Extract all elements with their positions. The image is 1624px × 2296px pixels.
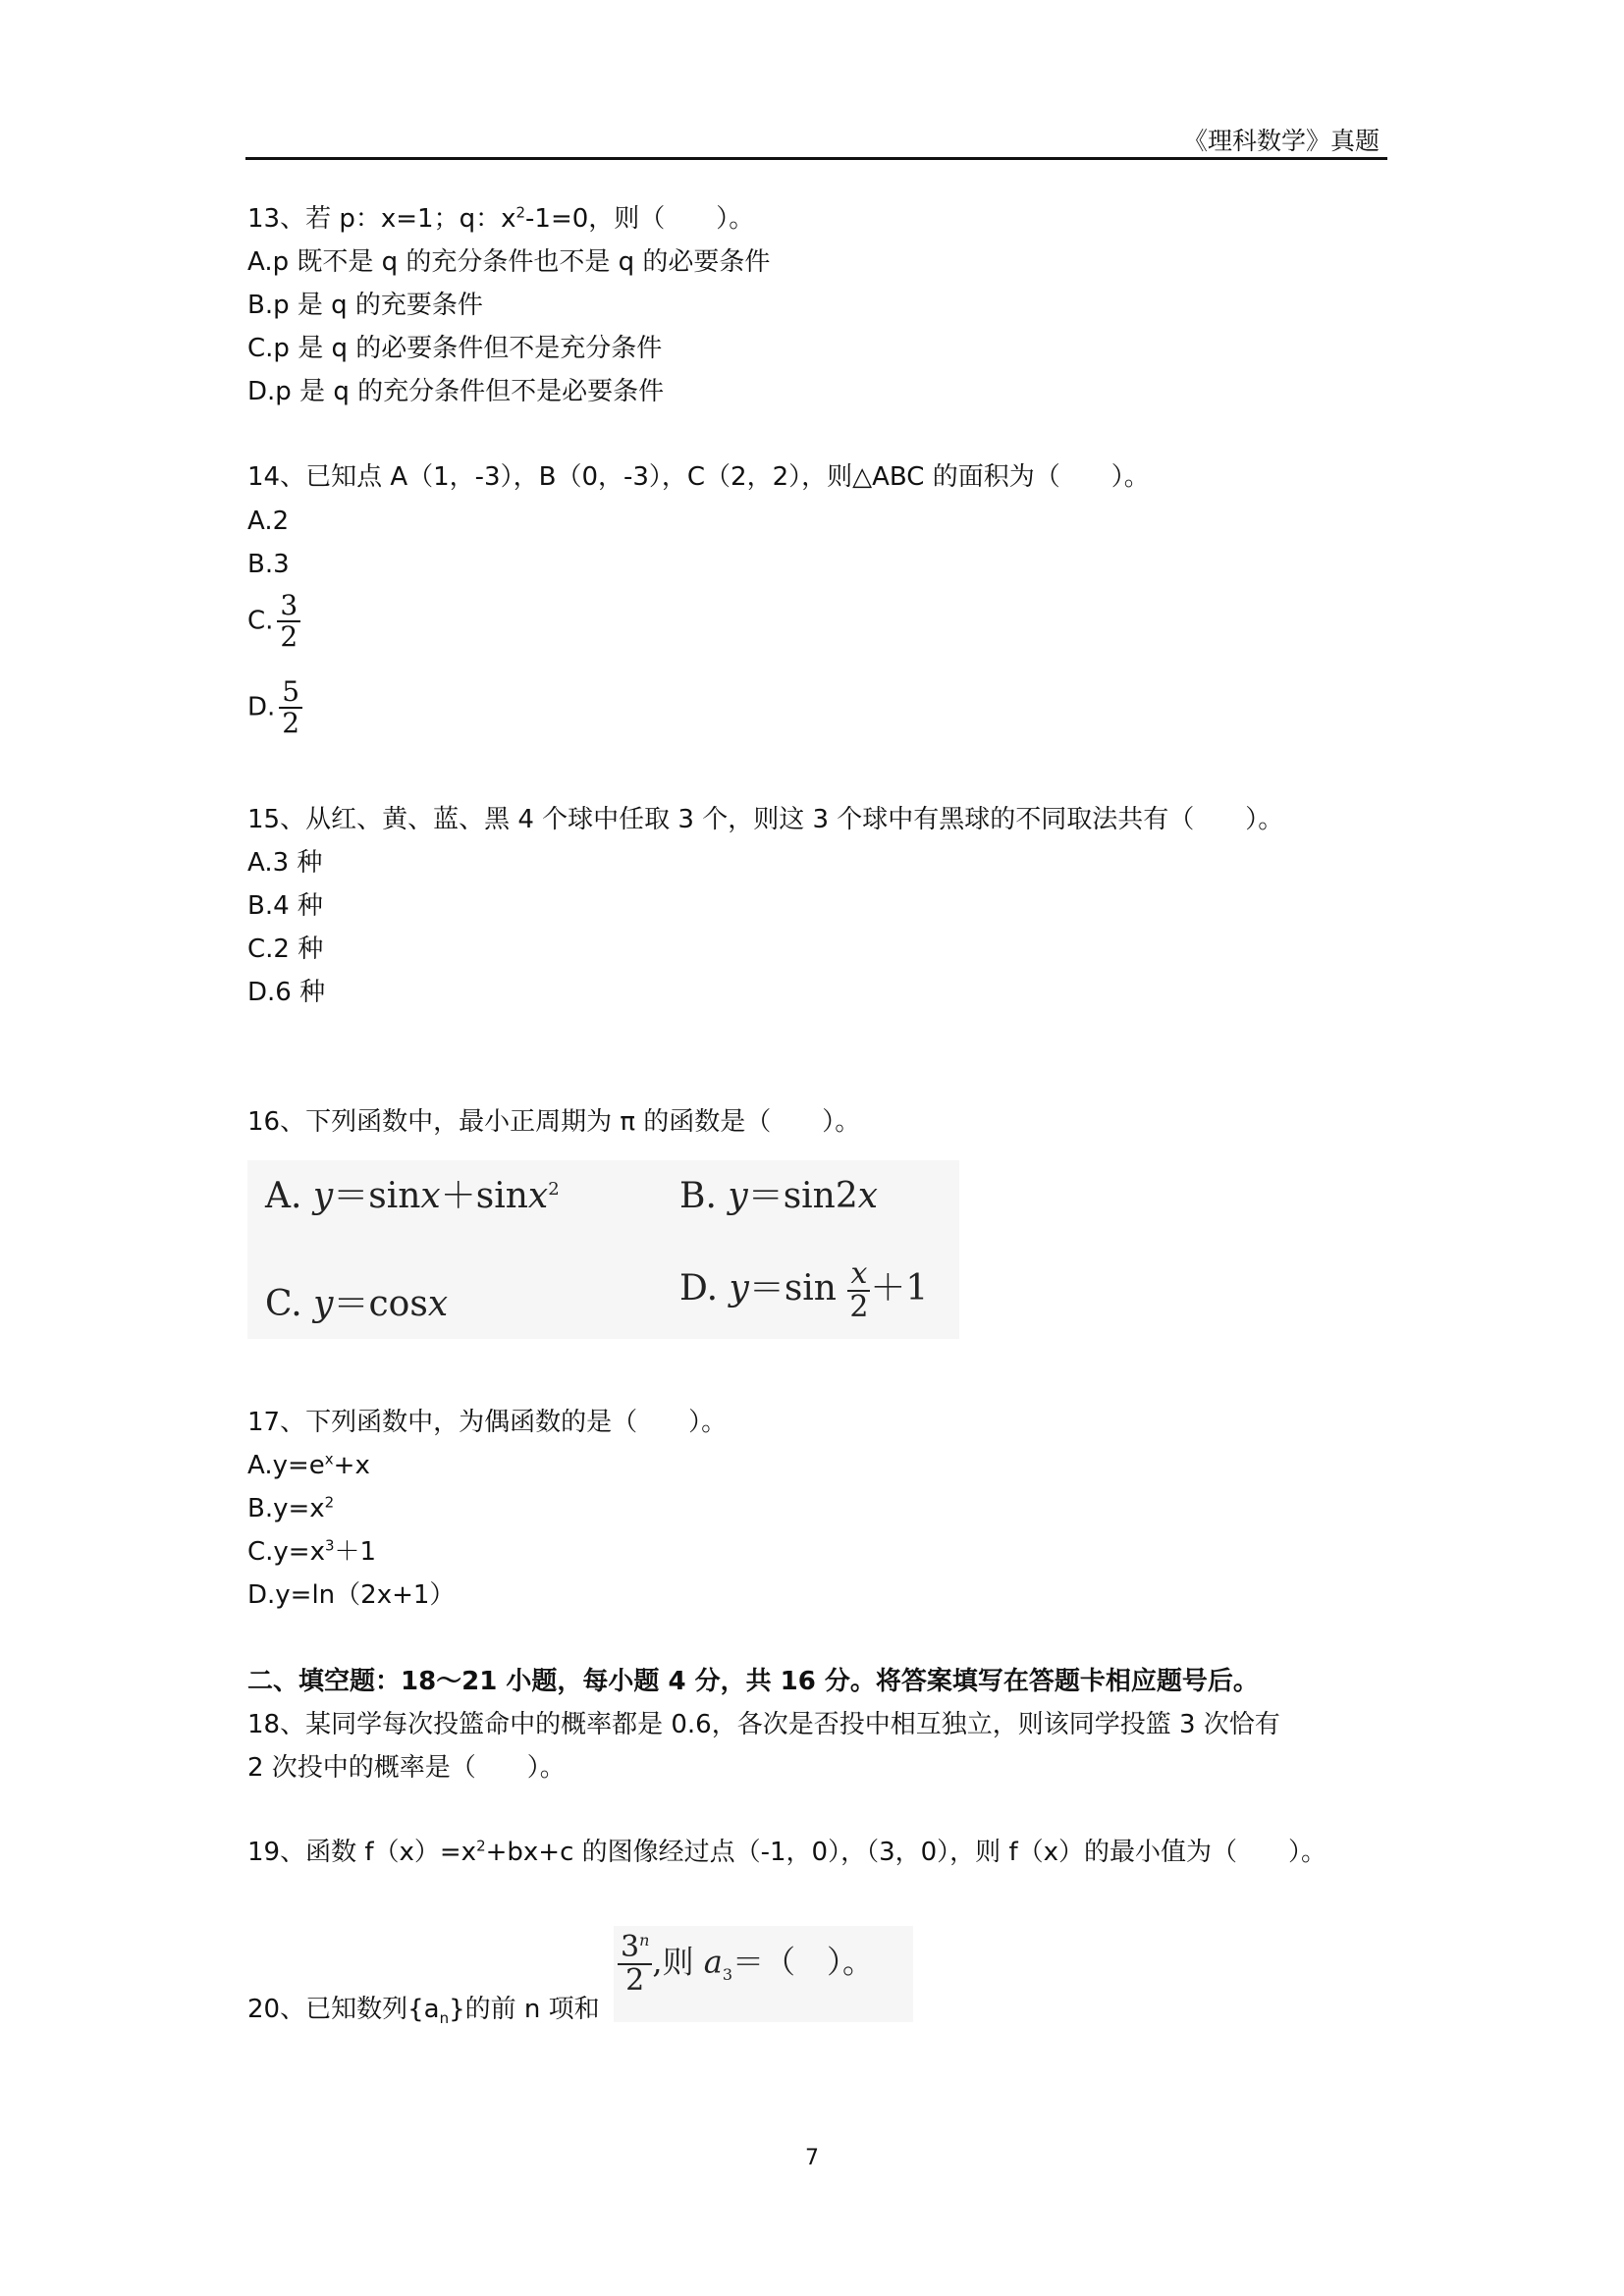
section2-heading: 二、填空题：18～21 小题，每小题 4 分，共 16 分。将答案填写在答题卡相应题号后。 <box>247 1667 1259 1696</box>
q14-option-c: C. $\frac{3}{2}$ <box>247 591 300 652</box>
q14-option-a: A.2 <box>247 507 290 536</box>
q16-option-d: D. y＝sin $\frac{x}{2}$ ＋1 <box>679 1256 929 1324</box>
page-header <box>245 120 1387 160</box>
q17-option-a: $A.y=e^x+x$ <box>247 1450 370 1480</box>
q14-stem: 14、已知点 A（1，-3），B（0，-3），C（2，2），则△ABC 的面积为（ ）。 <box>247 462 1150 492</box>
q19-stem: 19、函数 $f(x)=x^2+bx+c$ 的图像经过点（-1，0），（3，0），则 f（x）的最小值为（ ）。 <box>247 1837 1326 1867</box>
q20-stem: 20、已知数列$\{a_n\}$的前 n 项和 <box>247 1995 600 2028</box>
q20-fraction: $\frac{3^n}{2}$ <box>618 1932 652 1997</box>
q20-formula: $\frac{3^n}{2}$ ,则 $a_3=$（ ）。 <box>618 1932 874 1997</box>
q20-formula-image <box>614 1926 913 2022</box>
q16-option-c: C. y＝cosx <box>265 1284 449 1324</box>
header-title: 《理科数学》真题 <box>1182 127 1380 155</box>
q15-option-d: D.6 种 <box>247 978 326 1007</box>
page-number: 7 <box>805 2146 819 2170</box>
q18-line1: 18、某同学每次投篮命中的概率都是 0.6，各次是否投中相互独立，则该同学投篮 3 次恰有 <box>247 1710 1280 1739</box>
q16-stem: 16、下列函数中，最小正周期为 π 的函数是（ ）。 <box>247 1107 861 1137</box>
q13-option-a: A.p 既不是 q 的充分条件也不是 q 的必要条件 <box>247 247 771 277</box>
q14-option-b: B.3 <box>247 550 290 579</box>
q14-option-d: D. $\frac{5}{2}$ <box>247 677 302 738</box>
q15-option-c: C.2 种 <box>247 934 324 964</box>
q15-option-b: B.4 种 <box>247 891 323 921</box>
q16-option-b: B. y＝sin2x <box>679 1176 879 1216</box>
q15-stem: 15、从红、黄、蓝、黑 4 个球中任取 3 个，则这 3 个球中有黑球的不同取法共有（ ）。 <box>247 805 1284 834</box>
q16-option-a: A. y＝sinx＋sinx$^2$ <box>265 1176 560 1216</box>
q17-option-b: $B.y=x^2$ <box>247 1493 335 1523</box>
q14-d-fraction: $\frac{5}{2}$ <box>279 677 302 738</box>
q14-c-fraction: $\frac{3}{2}$ <box>277 591 300 652</box>
q18-line2: 2 次投中的概率是（ ）。 <box>247 1753 566 1783</box>
q13-option-d: D.p 是 q 的充分条件但不是必要条件 <box>247 377 665 406</box>
q16-options-image <box>247 1160 959 1339</box>
q16-d-fraction: $\frac{x}{2}$ <box>849 1256 869 1324</box>
q13-stem: 13、若 p：x=1；q：$x^2-1=0$，则（ ）。 <box>247 203 755 234</box>
q15-option-a: A.3 种 <box>247 848 323 878</box>
q17-option-c: $C.y=x^3+1$ <box>247 1536 377 1567</box>
q13-option-c: C.p 是 q 的必要条件但不是充分条件 <box>247 334 663 363</box>
q17-stem: 17、下列函数中，为偶函数的是（ ）。 <box>247 1408 728 1437</box>
q17-option-d: D.y=ln（2x+1） <box>247 1580 456 1610</box>
q13-option-b: B.p 是 q 的充要条件 <box>247 291 483 320</box>
